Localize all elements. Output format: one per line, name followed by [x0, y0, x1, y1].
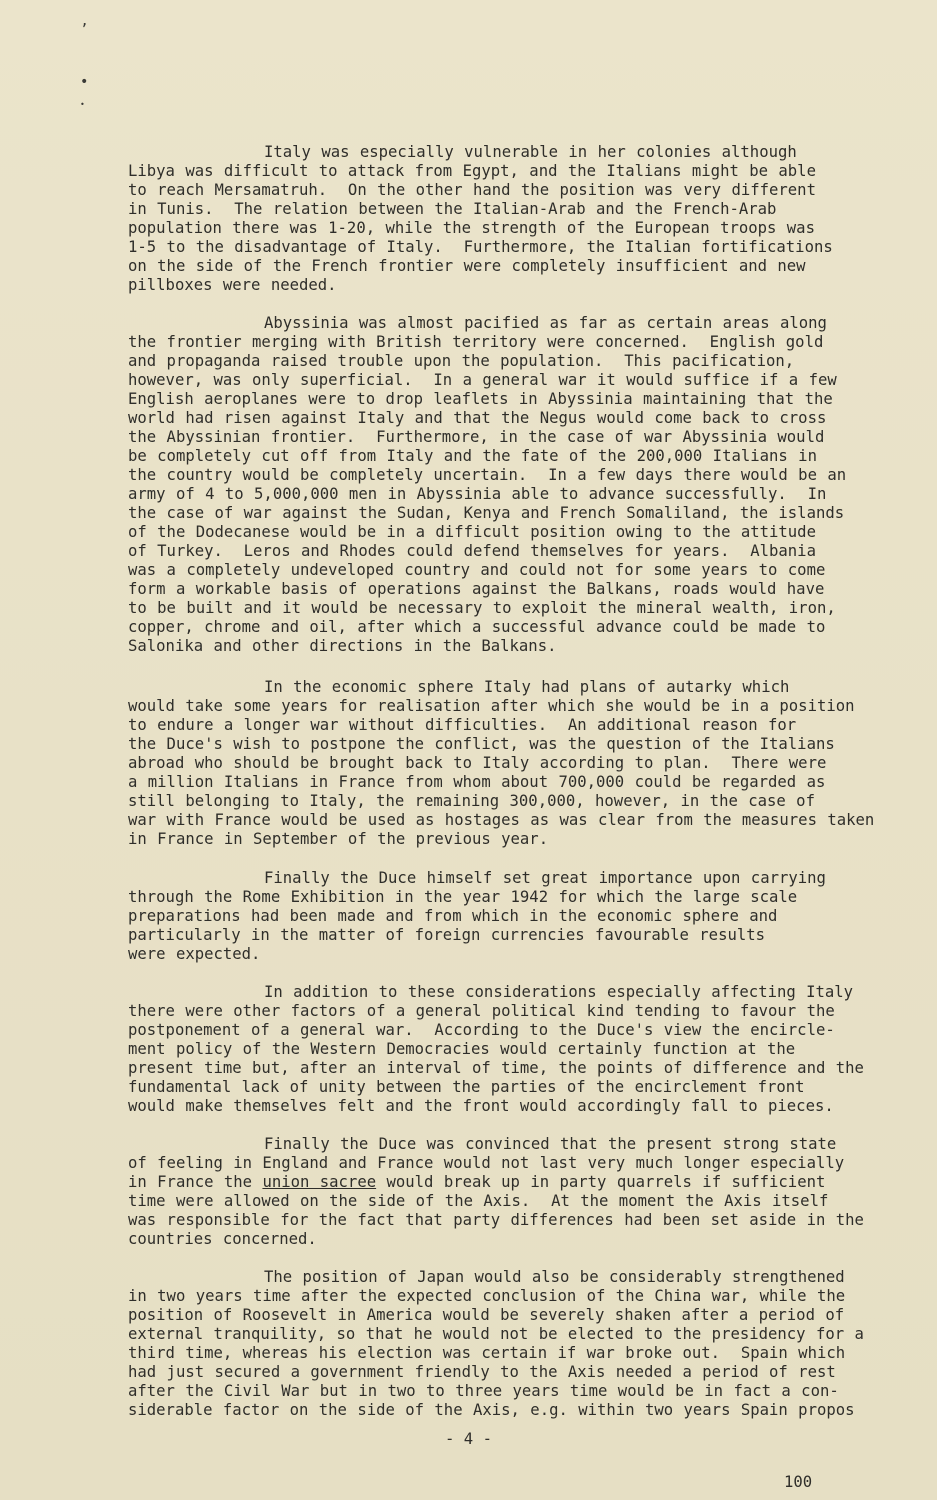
- text-line: present time but, after an interval of time, the points of difference and the: [128, 1059, 864, 1077]
- text-line: of Turkey. Leros and Rhodes could defend themselves for years. Albania: [128, 542, 816, 560]
- text-line: position of Roosevelt in America would be severely shaken after a period of: [128, 1306, 845, 1324]
- text-line: of feeling in England and France would not last very much longer especially: [128, 1154, 845, 1172]
- text-line: was responsible for the fact that party differences had been set aside in the: [128, 1211, 864, 1229]
- paragraph-political-factors: [128, 983, 880, 1116]
- text-line: still belonging to Italy, the remaining 300,000, however, in the case of: [128, 792, 815, 810]
- margin-mark: ’: [80, 22, 89, 38]
- text-line: In the economic sphere Italy had plans of autarky which: [264, 678, 790, 696]
- paragraph-rome-exhibition: [128, 869, 880, 964]
- text-line: to be built and it would be necessary to exploit the mineral wealth, iron,: [128, 599, 836, 617]
- folio-number: 100: [784, 1473, 813, 1491]
- text-line: Salonika and other directions in the Balkans.: [128, 637, 557, 655]
- text-line: would make themselves felt and the front would accordingly fall to pieces.: [128, 1097, 834, 1115]
- text-line: world had risen against Italy and that the Negus would come back to cross: [128, 409, 827, 427]
- text-line: siderable factor on the side of the Axis, e.g. within two years Spain propos: [128, 1401, 855, 1419]
- text-line: Abyssinia was almost pacified as far as certain areas along: [264, 314, 827, 332]
- margin-mark: •: [80, 74, 89, 90]
- page-number: - 4 -: [445, 1430, 492, 1448]
- text-line: ment policy of the Western Democracies would certainly function at the: [128, 1040, 796, 1058]
- text-line: form a workable basis of operations against the Balkans, roads would have: [128, 580, 825, 598]
- text-line: The position of Japan would also be considerably strengthened: [264, 1268, 845, 1286]
- text-line: In addition to these considerations especially affecting Italy: [264, 983, 854, 1001]
- text-line: a million Italians in France from whom about 700,000 could be regarded as: [128, 773, 826, 791]
- underlined-phrase: union sacree: [262, 1173, 377, 1191]
- text-line: was a completely undeveloped country and could not for some years to come: [128, 561, 826, 579]
- text-line: the country would be completely uncertain. In a few days there would be an: [128, 466, 847, 484]
- text-line: the case of war against the Sudan, Kenya and French Somaliland, the islands: [128, 504, 845, 522]
- text-line: had just secured a government friendly to the Axis needed a period of rest: [128, 1363, 836, 1381]
- text-line: to endure a longer war without difficulties. An additional reason for: [128, 716, 797, 734]
- text-line: in two years time after the expected conclusion of the China war, while the: [128, 1287, 846, 1305]
- text-line: particularly in the matter of foreign currencies favourable results: [128, 926, 766, 944]
- text-line: to reach Mersamatruh. On the other hand the position was very different: [128, 181, 816, 199]
- text-line: Finally the Duce himself set great importance upon carrying: [264, 869, 826, 887]
- text-line: the Abyssinian frontier. Furthermore, in the case of war Abyssinia would: [128, 428, 825, 446]
- text-line: in France the union sacree would break up in party quarrels if sufficient: [128, 1173, 826, 1191]
- text-line: abroad who should be brought back to Italy according to plan. There were: [128, 754, 827, 772]
- text-line: and propaganda raised trouble upon the population. This pacification,: [128, 352, 795, 370]
- text-line: on the side of the French frontier were completely insufficient and new: [128, 257, 806, 275]
- text-line: in Tunis. The relation between the Italian-Arab and the French-Arab: [128, 200, 777, 218]
- text-line: Italy was especially vulnerable in her colonies although: [264, 143, 797, 161]
- text-line: external tranquility, so that he would not be elected to the presidency for a: [128, 1325, 864, 1343]
- text-line: Libya was difficult to attack from Egypt, and the Italians might be able: [128, 162, 816, 180]
- text-line: would take some years for realisation after which she would be in a position: [128, 697, 855, 715]
- text-line: be completely cut off from Italy and the fate of the 200,000 Italians in: [128, 447, 817, 465]
- text-line: Finally the Duce was convinced that the present strong state: [264, 1135, 837, 1153]
- text-line: postponement of a general war. According to the Duce's view the encircle-: [128, 1021, 835, 1039]
- text-line: copper, chrome and oil, after which a successful advance could be made to: [128, 618, 826, 636]
- paragraph-italy-colonies: [128, 143, 880, 295]
- text-line: the Duce's wish to postpone the conflict, was the question of the Italians: [128, 735, 835, 753]
- text-line: the frontier merging with British territory were concerned. English gold: [128, 333, 824, 351]
- text-line: however, was only superficial. In a general war it would suffice if a few: [128, 371, 837, 389]
- margin-mark: •: [80, 100, 85, 109]
- text-line: countries concerned.: [128, 1230, 317, 1248]
- text-line: preparations had been made and from which in the economic sphere and: [128, 907, 778, 925]
- text-line: time were allowed on the side of the Axis. At the moment the Axis itself: [128, 1192, 829, 1210]
- text-line: pillboxes were needed.: [128, 276, 337, 294]
- paragraph-abyssinia: [128, 314, 880, 656]
- text-line: third time, whereas his election was certain if war broke out. Spain which: [128, 1344, 846, 1362]
- text-line: population there was 1-20, while the strength of the European troops was: [128, 219, 815, 237]
- text-line: there were other factors of a general political kind tending to favour the: [128, 1002, 835, 1020]
- text-line: 1-5 to the disadvantage of Italy. Furthermore, the Italian fortifications: [128, 238, 833, 256]
- text-line: of the Dodecanese would be in a difficult position owing to the attitude: [128, 523, 816, 541]
- paragraph-economic-sphere: [128, 678, 880, 849]
- text-line: war with France would be used as hostages as was clear from the measures taken: [128, 811, 875, 829]
- paragraph-england-france: [128, 1135, 880, 1249]
- paragraph-japan-spain: [128, 1268, 880, 1420]
- text-line: fundamental lack of unity between the parties of the encirclement front: [128, 1078, 805, 1096]
- text-line: army of 4 to 5,000,000 men in Abyssinia able to advance successfully. In: [128, 485, 827, 503]
- text-line: in France in September of the previous year.: [128, 830, 549, 848]
- text-line: through the Rome Exhibition in the year 1942 for which the large scale: [128, 888, 798, 906]
- text-line: after the Civil War but in two to three years time would be in fact a con-: [128, 1382, 839, 1400]
- text-line: were expected.: [128, 945, 261, 963]
- text-line: English aeroplanes were to drop leaflets in Abyssinia maintaining that the: [128, 390, 833, 408]
